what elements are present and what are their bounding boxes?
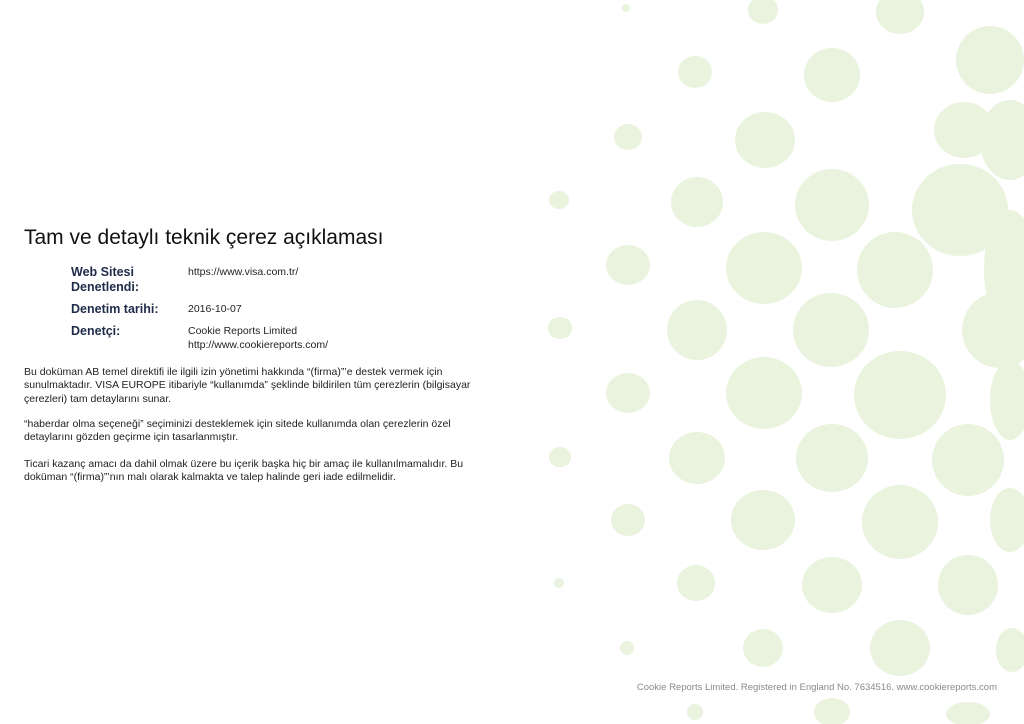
bubble (606, 373, 650, 413)
footer-text: Cookie Reports Limited. Registered in England No. 7634516. www.cookiereports.com (636, 682, 997, 693)
bubble (984, 210, 1024, 330)
auditor-label: Denetçi: (71, 324, 121, 338)
meta-row-date (71, 302, 471, 324)
bubble (870, 620, 930, 676)
bubble (857, 232, 933, 308)
bubble (731, 490, 795, 550)
intro-paragraph: Bu doküman AB temel direktifi ile ilgili izin yönetimi hakkında “(firma)”’e destek vermek için sunulmaktadır. VISA EUROPE itibariyle “kullanımda” şeklinde bildirilen tüm çerezlerin (bilgisayar çerezleri) tam detaylarını sunar. (24, 366, 471, 405)
meta-row-auditor (71, 324, 471, 354)
bubble (980, 100, 1024, 180)
website-label: Web Sitesi Denetlendi: (71, 265, 140, 294)
bubble (606, 245, 650, 285)
bubble (622, 4, 630, 12)
bubble (743, 629, 783, 667)
bubble (793, 293, 869, 367)
usage-restriction-paragraph: Ticari kazanç amacı da dahil olmak üzere bu içerik başka hiç bir amaç ile kullanılmamalıdır. Bu doküman “(firma)”’nın malı olarak kalmakta ve talep halinde geri iade edilmelidir. (24, 458, 464, 484)
bubble (990, 360, 1024, 440)
meta-row-website (71, 265, 471, 296)
bubble (549, 447, 571, 467)
bubble (735, 112, 795, 168)
bubble (678, 56, 712, 88)
purpose-paragraph: “haberdar olma seçeneği” seçiminizi desteklemek için sitede kullanımda olan çerezlerin özel detaylarını gözden geçirme için tasarlanmıştır. (24, 418, 451, 444)
bubble-group (548, 0, 1024, 724)
bubble (548, 317, 572, 339)
auditor-url: http://www.cookiereports.com/ (188, 339, 329, 351)
bubble (796, 424, 868, 492)
bubble (814, 698, 850, 724)
bubble (962, 292, 1024, 368)
bubble (669, 432, 725, 484)
bubble (876, 0, 924, 34)
date-value-wrap (188, 302, 242, 316)
bubble (726, 357, 802, 429)
bubble (614, 124, 642, 150)
bubble (667, 300, 727, 360)
website-value: https://www.visa.com.tr/ (188, 266, 299, 278)
bubble (677, 565, 715, 601)
bubble (862, 485, 938, 559)
bubble (996, 628, 1024, 672)
bubble (554, 578, 564, 588)
bubble (912, 164, 1008, 256)
bubble (804, 48, 860, 102)
bubble (990, 488, 1024, 552)
auditor-name: Cookie Reports Limited (188, 325, 298, 337)
bubble (932, 424, 1004, 496)
date-label: Denetim tarihi: (71, 302, 159, 316)
bubble (687, 704, 703, 720)
bubble (795, 169, 869, 241)
bubble (946, 702, 990, 724)
date-value: 2016-10-07 (188, 303, 242, 315)
audit-metadata (71, 265, 471, 354)
bubble (854, 351, 946, 439)
bubble (671, 177, 723, 227)
page-title: Tam ve detaylı teknik çerez açıklaması (24, 226, 384, 249)
bubble (956, 26, 1024, 94)
bubble (748, 0, 778, 24)
bubble (611, 504, 645, 536)
bubble (802, 557, 862, 613)
bubble (938, 555, 998, 615)
website-value-wrap (188, 265, 298, 279)
bubble (549, 191, 569, 209)
auditor-value-wrap (188, 324, 328, 352)
bubble (726, 232, 802, 304)
bubble (620, 641, 634, 655)
bubble (934, 102, 994, 158)
